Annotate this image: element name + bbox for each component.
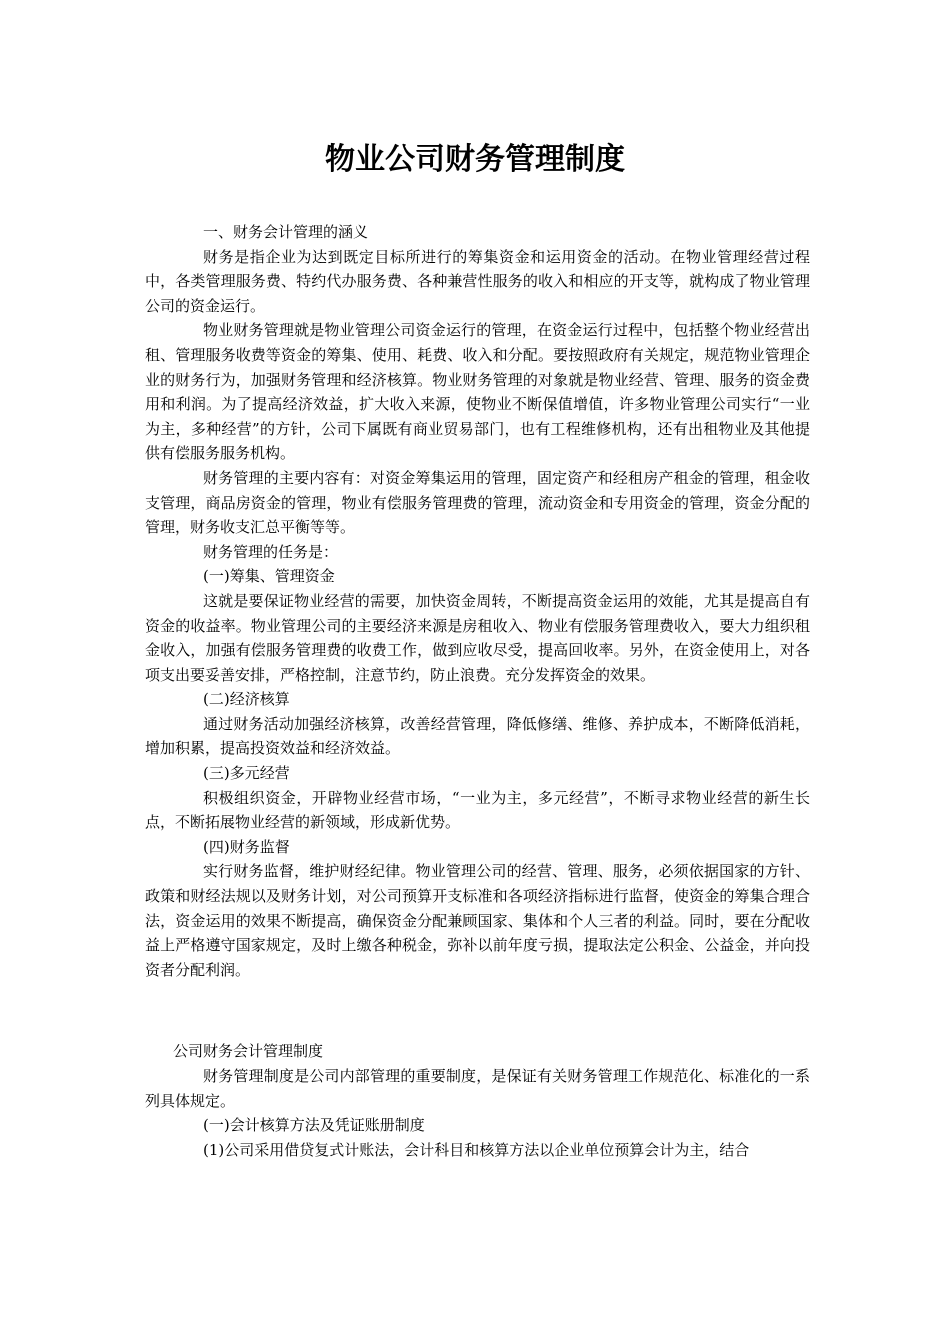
subheading: (二)经济核算: [203, 690, 290, 709]
section-spacer: [145, 982, 810, 1039]
paragraph: 财务管理制度是公司内部管理的重要制度，是保证有关财务管理工作规范化、标准化的一系列具体规定。: [145, 1067, 810, 1110]
paragraph: 实行财务监督，维护财经纪律。物业管理公司的经营、管理、服务，必须依据国家的方针、政策和财经法规以及财务计划，对公司预算开支标准和各项经济指标进行监督，使资金的筹集合理合法，资金运用的效果不断提高，确保资金分配兼顾国家、集体和个人三者的利益。同时，要在分配收益上严格遵守国家规定，及时上缴各种税金，弥补以前年度亏损，提取法定公积金、公益金，并向投资者分配利润。: [145, 862, 810, 979]
paragraph: (1)公司采用借贷复式计账法，会计科目和核算方法以企业单位预算会计为主，结合: [203, 1140, 750, 1159]
section-heading: 公司财务会计管理制度: [173, 1042, 324, 1061]
section-heading: 一、财务会计管理的涵义: [203, 223, 369, 241]
paragraph: 财务是指企业为达到既定目标所进行的筹集资金和运用资金的活动。在物业管理经营过程中，各类管理服务费、特约代办服务费、各种兼营性服务的收入和相应的开支等，就构成了物业管理公司的资金运行。: [145, 247, 810, 315]
paragraph: 财务管理的主要内容有：对资金筹集运用的管理，固定资产和经租房产租金的管理，租金收支管理，商品房资金的管理，物业有偿服务管理费的管理，流动资金和专用资金的管理，资金分配的管理，财务收支汇总平衡等等。: [145, 468, 810, 537]
subheading: (四)财务监督: [203, 837, 290, 856]
paragraph: 物业财务管理就是物业管理公司资金运行的管理，在资金运行过程中，包括整个物业经营出租、管理服务收费等资金的筹集、使用、耗费、收入和分配。要按照政府有关规定，规范物业管理企业的财务行为，加强财务管理和经济核算。物业财务管理的对象就是物业经营、管理、服务的资金费用和利润。为了提高经济效益，扩大收入来源，使物业不断保值增值，许多物业管理公司实行“一业为主，多种经营”的方针，公司下属既有商业贸易部门，也有工程维修机构，还有出租物业及其他提供有偿服务服务机构。: [145, 321, 810, 463]
document-body: [145, 220, 810, 1162]
paragraph: 财务管理的任务是：: [203, 542, 339, 561]
document-title: 物业公司财务管理制度: [325, 142, 625, 177]
subheading: (一)筹集、管理资金: [203, 567, 335, 586]
subheading: (一)会计核算方法及凭证账册制度: [203, 1116, 425, 1135]
paragraph: 通过财务活动加强经济核算，改善经营管理，降低修缮、维修、养护成本，不断降低消耗，增加积累，提高投资效益和经济效益。: [145, 714, 810, 758]
paragraph: 积极组织资金，开辟物业经营市场，“一业为主，多元经营”，不断寻求物业经营的新生长点，不断拓展物业经营的新领域，形成新优势。: [145, 788, 810, 832]
paragraph: 这就是要保证物业经营的需要，加快资金周转，不断提高资金运用的效能，尤其是提高自有资金的收益率。物业管理公司的主要经济来源是房租收入、物业有偿服务管理费收入，要大力组织租金收入，加强有偿服务管理费的收费工作，做到应收尽受，提高回收率。另外，在资金使用上，对各项支出要妥善安排，严格控制，注意节约，防止浪费。充分发挥资金的效果。: [145, 591, 810, 684]
subheading: (三)多元经营: [203, 764, 290, 783]
